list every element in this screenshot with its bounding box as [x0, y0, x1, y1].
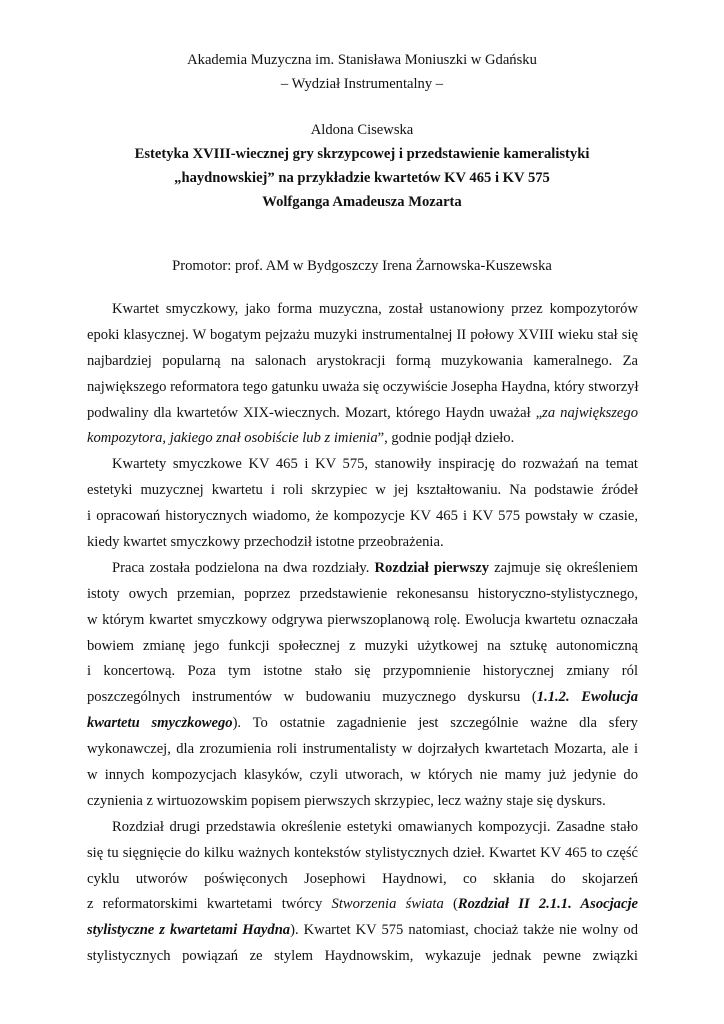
paragraph-4-line: się tu sięgnięcie do kilku ważnych kontekstów stylistycznych dzieł. Kwartet KV 465 to część: [87, 844, 638, 861]
paragraph-4-line: stylistycznych powiązań ze stylem Haydnowskim, wykazuje jednak pewne związki: [87, 948, 638, 965]
abstract-body: [87, 297, 638, 970]
text-run: z reformatorskimi kwartetami twórcy: [87, 896, 332, 913]
text-run: (: [443, 896, 458, 913]
text-run: ). To ostatnie zagadnienie jest szczególnie ważne dla sfery: [232, 715, 638, 732]
text-run: zajmuje się określeniem: [489, 559, 638, 576]
paragraph-1-line: epoki klasycznej. W bogatym pejzażu muzyki instrumentalnej II połowy XVIII wieku stał się: [87, 326, 638, 343]
paragraph-2-line: i opracowań historycznych wiadomo, że kompozycje KV 465 i KV 575 powstały w czasie,: [87, 508, 638, 525]
promotor-block: [0, 254, 724, 278]
paragraph-1-line: Kwartet smyczkowy, jako forma muzyczna, został ustanowiony przez kompozytorów: [112, 301, 638, 317]
author-name: Aldona Cisewska: [310, 122, 414, 138]
paragraph-3-line: wykonawczej, dla zrozumienia roli instrumentalisty w dojrzałych kwartetach Mozarta, ale i: [87, 741, 638, 758]
text-run: ”, godnie podjął dzieło.: [377, 430, 515, 447]
quote-italic: kompozytora, jakiego znał osobiście lub z imienia: [87, 430, 378, 447]
paragraph-3-line: w innych kompozycjach klasyków, czyli utworach, w których nie mamy już jedynie do: [87, 767, 638, 784]
paragraph-3-line: czynienia z wirtuozowskim popisem pierwszych skrzypiec, lecz ważny staje się dyskurs.: [87, 792, 606, 809]
promotor-line: Promotor: prof. AM w Bydgoszczy Irena Żarnowska-Kuszewska: [172, 258, 552, 274]
paragraph-4-line: cyklu utworów poświęconych Josephowi Haydnowi, co skłania do skojarzeń: [87, 870, 638, 887]
paragraph-4-line: Rozdział drugi przedstawia określenie estetyki omawianych kompozycji. Zasadne stało: [112, 818, 638, 835]
text-run: Praca została podzielona na dwa rozdziały.: [112, 559, 375, 576]
paragraph-1-line: [87, 426, 638, 452]
paragraph-3-line: istoty owych przemian, poprzez przedstawienie rekonesansu historyczno-stylistycznego,: [87, 585, 638, 602]
paragraph-1-line: [87, 401, 638, 427]
paragraph-4-line: [87, 892, 638, 918]
institution-name: Akademia Muzyczna im. Stanisława Moniuszki w Gdańsku: [187, 52, 537, 68]
paragraph-3-line: [87, 685, 638, 711]
section-reference-bold-italic: 1.1.2. Ewolucja: [536, 689, 638, 706]
section-reference-bold-italic: stylistyczne z kwartetami Haydna: [87, 922, 291, 939]
work-title-italic: Stworzenia świata: [331, 896, 444, 913]
paragraph-3-line: [87, 711, 638, 737]
faculty-name: – Wydział Instrumentalny –: [280, 76, 444, 92]
paragraph-1-line: najbardziej popularną na salonach arystokracji formą muzykowania kameralnego. Za: [87, 352, 638, 369]
text-run: podwaliny dla kwartetów XIX-wiecznych. Mozart, którego Haydn uważał „: [87, 404, 543, 421]
header: [0, 48, 724, 96]
thesis-title-line-2: „haydnowskiej” na przykładzie kwartetów KV 465 i KV 575: [174, 170, 550, 186]
quote-italic: za największego: [542, 404, 638, 421]
text-run: poszczególnych instrumentów w budowaniu muzycznego dyskursu (: [87, 689, 537, 706]
paragraph-3-line: w którym kwartet smyczkowy odgrywa pierwszoplanową rolę. Ewolucja kwartetu oznaczała: [87, 611, 638, 628]
thesis-title-line-1: Estetyka XVIII-wiecznej gry skrzypcowej i przedstawienie kameralistyki: [134, 146, 590, 162]
title-block: [0, 118, 724, 214]
chapter-reference-bold: Rozdział pierwszy: [374, 559, 490, 576]
section-reference-bold-italic: Rozdział II 2.1.1. Asocjacje: [457, 896, 638, 913]
paragraph-4-line: [87, 918, 638, 944]
paragraph-2-line: estetyki muzycznej kwartetu i roli skrzypiec w jej kształtowaniu. Na podstawie źródeł: [87, 482, 638, 499]
section-reference-bold-italic: kwartetu smyczkowego: [87, 715, 233, 732]
paragraph-2-line: kiedy kwartet smyczkowy przechodził istotne przeobrażenia.: [87, 534, 444, 551]
paragraph-3-line: i koncertową. Poza tym istotne stało się przypomnienie historycznej zmiany ról: [87, 663, 638, 680]
paragraph-3-line: [87, 556, 638, 582]
paragraph-1-line: największego reformatora tego gatunku uważa się oczywiście Josepha Haydna, który stworzył: [87, 378, 639, 395]
paragraph-2-line: Kwartety smyczkowe KV 465 i KV 575, stanowiły inspirację do rozważań na temat: [112, 456, 638, 473]
thesis-title-line-3: Wolfganga Amadeusza Mozarta: [262, 194, 462, 210]
text-run: ). Kwartet KV 575 natomiast, chociaż także nie wolny od: [290, 922, 638, 939]
paragraph-3-line: bowiem zmianę jego funkcji społecznej z muzyki użytkowej na sztukę autonomiczną: [87, 637, 638, 654]
